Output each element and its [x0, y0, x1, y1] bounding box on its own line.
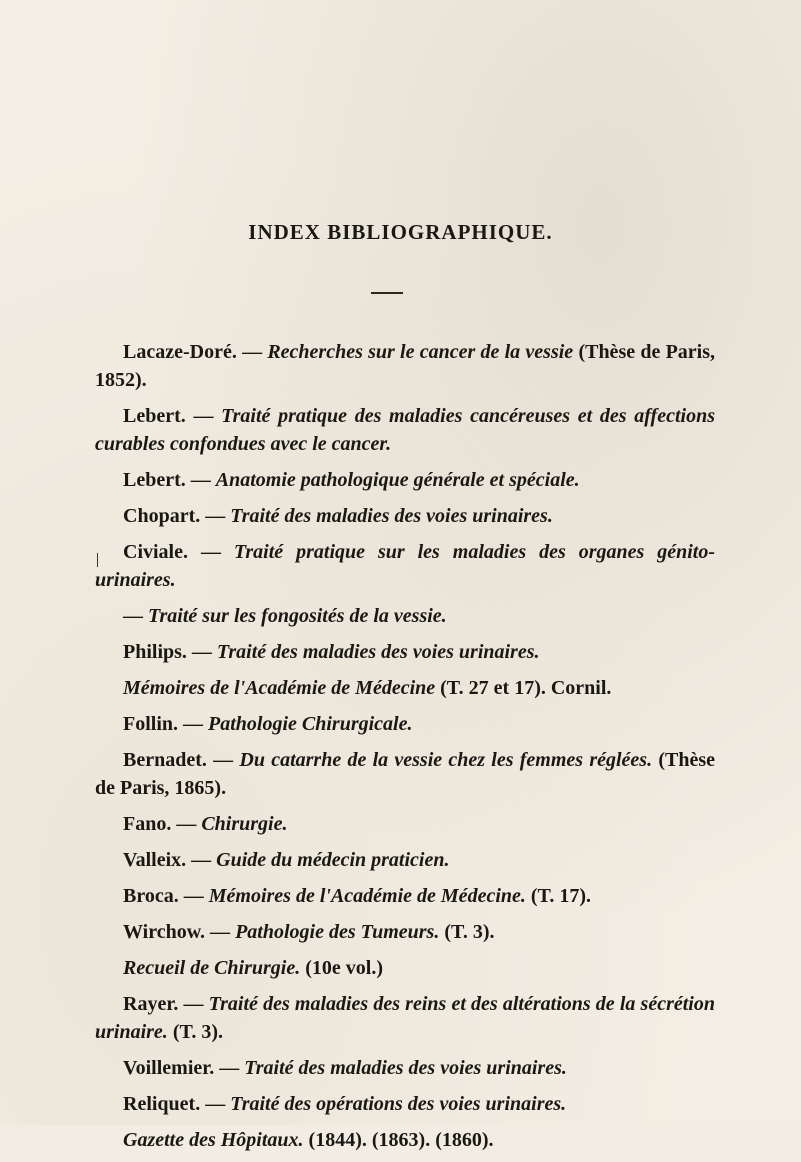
- bibliography-entry: [95, 810, 715, 838]
- entry-author: —: [123, 605, 143, 627]
- entry-author: Philips. —: [123, 641, 212, 663]
- entry-author: Lebert. —: [123, 469, 211, 491]
- entry-author: Follin. —: [123, 713, 204, 735]
- entry-note: (T. 3).: [172, 1021, 223, 1043]
- bibliography-entry: [95, 602, 715, 630]
- entry-work: Traité pratique sur les maladies des organes génito-urinaires.: [95, 541, 715, 591]
- entry-author: Bernadet. —: [123, 749, 234, 771]
- bibliography-entry: [95, 502, 715, 530]
- entry-work: Mémoires de l'Académie de Médecine.: [208, 885, 526, 907]
- entry-author: Rayer. —: [123, 993, 204, 1015]
- entry-author: Chopart. —: [123, 505, 226, 527]
- bibliography-entry: [95, 882, 715, 910]
- entry-note: (T. 3).: [444, 921, 495, 943]
- title-divider: [371, 292, 403, 294]
- entry-work: Chirurgie.: [201, 813, 288, 835]
- entry-work: Recherches sur le cancer de la vessie: [267, 341, 574, 363]
- entry-work: Traité des maladies des voies urinaires.: [230, 505, 553, 527]
- entry-note: (Thèse de Paris, 1865).: [95, 749, 715, 799]
- bibliography-entry: [95, 674, 715, 702]
- bibliography-entry: [95, 954, 715, 982]
- bibliography-entry: [95, 746, 715, 802]
- entry-work: Traité des opérations des voies urinaires.: [230, 1093, 567, 1115]
- bibliography-entry: [95, 638, 715, 666]
- page-title: INDEX BIBLIOGRAPHIQUE.: [248, 220, 553, 244]
- entry-work: Traité pratique des maladies cancéreuses et des affections curables confondues avec le cancer.: [95, 405, 715, 455]
- entry-note: (10e vol.): [305, 957, 383, 979]
- bibliography-entry: [95, 1090, 715, 1118]
- entry-author: Wirchow. —: [123, 921, 231, 943]
- entry-author: Fano. —: [123, 813, 197, 835]
- bibliography-entry: [95, 846, 715, 874]
- entry-note: (1844). (1863). (1860).: [308, 1129, 494, 1151]
- entry-work: Gazette des Hôpitaux.: [123, 1129, 304, 1151]
- entry-author: Reliquet. —: [123, 1093, 226, 1115]
- entry-author: Valleix. —: [123, 849, 212, 871]
- entry-author: Lebert. —: [123, 405, 214, 427]
- entry-note: (T. 17).: [530, 885, 592, 907]
- entry-author: Lacaze-Doré. —: [123, 341, 263, 363]
- bibliography-entry: [95, 538, 715, 594]
- bibliography-entry: [95, 402, 715, 458]
- entry-work: Pathologie Chirurgicale.: [208, 713, 413, 735]
- entry-work: Traité des maladies des voies urinaires.: [216, 641, 540, 663]
- entry-work: Recueil de Chirurgie.: [123, 957, 301, 979]
- bibliography-entry: [95, 338, 715, 394]
- entry-work: Pathologie des Tumeurs.: [235, 921, 440, 943]
- entry-work: Traité des maladies des voies urinaires.: [244, 1057, 567, 1079]
- entry-work: Anatomie pathologique générale et spéciale.: [215, 469, 580, 491]
- entry-work: Mémoires de l'Académie de Médecine: [123, 677, 436, 699]
- entry-author: Civiale. —: [123, 541, 221, 563]
- bibliography-entry: [95, 1126, 715, 1154]
- entry-work: Guide du médecin praticien.: [216, 849, 450, 871]
- entry-work: Du catarrhe de la vessie chez les femmes réglées.: [239, 749, 653, 771]
- bibliography-list: [95, 338, 715, 1162]
- bibliography-entry: [95, 710, 715, 738]
- entry-author: Voillemier. —: [123, 1057, 240, 1079]
- entry-note: (Thèse de Paris, 1852).: [95, 341, 716, 391]
- bibliography-entry: [95, 466, 715, 494]
- bibliography-entry: [95, 990, 715, 1046]
- entry-author: Broca. —: [123, 885, 204, 907]
- entry-note: (T. 27 et 17). Cornil.: [440, 677, 612, 699]
- bibliography-entry: [95, 1054, 715, 1082]
- bibliography-entry: [95, 918, 715, 946]
- entry-work: Traité des maladies des reins et des altérations de la sécrétion urinaire.: [95, 993, 715, 1043]
- entry-work: Traité sur les fongosités de la vessie.: [148, 605, 447, 627]
